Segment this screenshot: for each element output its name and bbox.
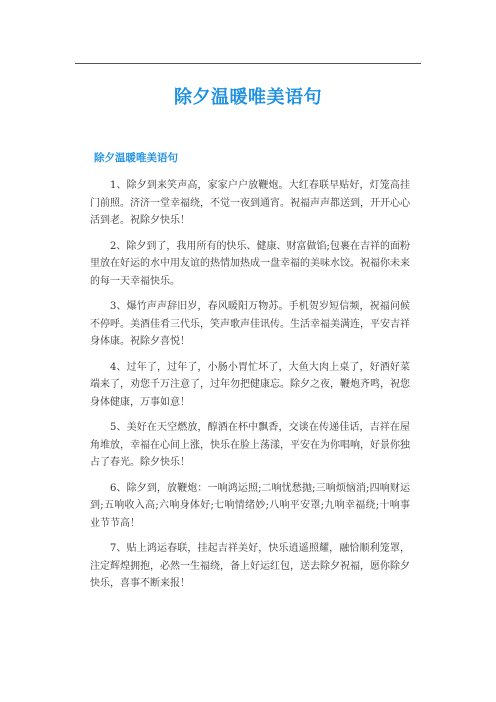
paragraph-7: 7、贴上鸿运春联，挂起吉祥美好，快乐逍遥照耀，融恰顺利笼罩，注定辉煌拥抱，必然一生福绕，备上好运红包，送去除夕祝福，愿你除夕快乐，喜事不断来报！ bbox=[90, 543, 410, 589]
paragraph-2: 2、除夕到了，我用所有的快乐、健康、财富做馅;包裹在吉祥的面粉里放在好运的水中用友谊的热情加热成一盘幸福的美味水饺。祝福你未来的每一天幸福快乐。 bbox=[90, 240, 410, 287]
document-title: 除夕温暖唯美语句 bbox=[174, 87, 322, 108]
paragraph-4: 4、过年了，过年了，小肠小胃忙坏了，大鱼大肉上桌了，好酒好菜端来了，劝您千万注意了，过年勿把健康忘。除夕之夜，鞭炮齐鸣，祝您身体健康，万事如意！ bbox=[90, 361, 410, 408]
paragraph-5: 5、美好在天空燃放，醇酒在杯中飘香，交谈在传递佳话，吉祥在屋角堆放，幸福在心间上涨，快乐在脸上荡漾，平安在为你唱响，好景你独占了春光。除夕快乐！ bbox=[90, 422, 410, 468]
section-heading: 除夕温暖唯美语句 bbox=[94, 152, 178, 164]
paragraph-1: 1、除夕到来笑声高，家家户户放鞭炮。大红春联早贴好，灯笼高挂门前照。济济一堂幸福绕，不觉一夜到通宵。祝福声声都送到，开开心心活到老。祝除夕快乐！ bbox=[90, 180, 410, 226]
paragraph-3: 3、爆竹声声辞旧岁，春风暖阳万物苏。手机贺岁短信频，祝福问候不停呼。美酒佳肴三代乐，笑声歌声佳讯传。生活幸福美满连，平安吉祥身体康。祝除夕喜悦！ bbox=[90, 301, 410, 347]
header-rule bbox=[75, 63, 421, 64]
document-body bbox=[90, 177, 410, 601]
paragraph-6: 6、除夕到，放鞭炮：一响鸿运照;二响忧愁抛;三响烦恼消;四响财运到;五响收入高;六响身体好;七响情绪妙;八响平安罩;九响幸福绕;十响事业节节高！ bbox=[90, 482, 410, 529]
